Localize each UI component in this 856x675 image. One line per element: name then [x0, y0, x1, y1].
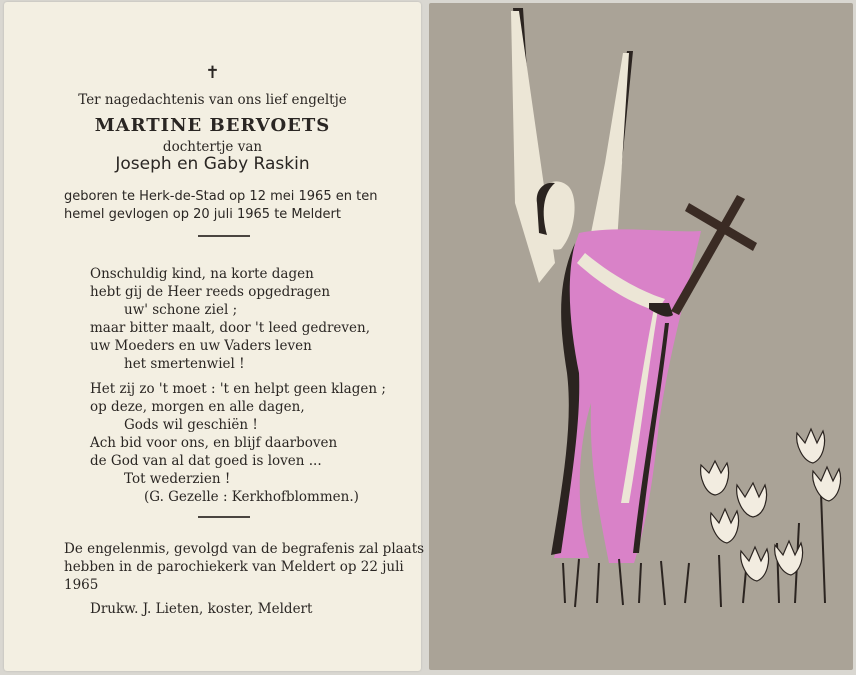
poem-attribution: (G. Gezelle : Kerkhofblommen.): [144, 489, 359, 505]
cross-icon: ✝: [205, 63, 220, 83]
poem-line: hebt gij de Heer reeds opgedragen: [90, 284, 331, 300]
deceased-name: MARTINE BERVOETS: [94, 115, 331, 136]
memorial-card-text: [4, 2, 425, 671]
parents-names: Joseph en Gaby Raskin: [115, 154, 310, 174]
tulip-icon: [701, 429, 841, 581]
divider: [198, 235, 250, 237]
birth-line: geboren te Herk-de-Stad op 12 mei 1965 en ten: [64, 189, 378, 204]
poem-line: maar bitter maalt, door 't leed gedreven,: [90, 320, 371, 336]
poem-line: uw Moeders en uw Vaders leven: [90, 338, 312, 354]
death-line: hemel gevlogen op 20 juli 1965 te Meldert: [64, 207, 341, 222]
funeral-line: De engelenmis, gevolgd van de begrafenis zal plaats: [64, 541, 425, 557]
poem-line: Het zij zo 't moet : 't en helpt geen klagen ;: [90, 381, 386, 397]
poem-line: op deze, morgen en alle dagen,: [90, 399, 305, 415]
angel-illustration: [429, 3, 853, 670]
poem-line: Onschuldig kind, na korte dagen: [90, 266, 314, 282]
divider: [198, 516, 250, 518]
poem-line: uw' schone ziel ;: [124, 302, 238, 318]
poem-line: de God van al dat goed is loven ...: [90, 453, 322, 469]
funeral-line: 1965: [64, 577, 99, 593]
printer-line: Drukw. J. Lieten, koster, Meldert: [90, 601, 313, 617]
daughter-of-line: dochtertje van: [162, 139, 263, 155]
poem-line: Gods wil geschiën !: [124, 417, 258, 433]
angel-figure: [429, 3, 853, 670]
poem-line: Tot wederzien !: [124, 471, 231, 487]
poem-line: het smertenwiel !: [124, 356, 245, 372]
intro-line: Ter nagedachtenis van ons lief engeltje: [78, 92, 347, 108]
funeral-line: hebben in de parochiekerk van Meldert op 22 juli: [64, 559, 404, 575]
poem-line: Ach bid voor ons, en blijf daarboven: [90, 435, 338, 451]
